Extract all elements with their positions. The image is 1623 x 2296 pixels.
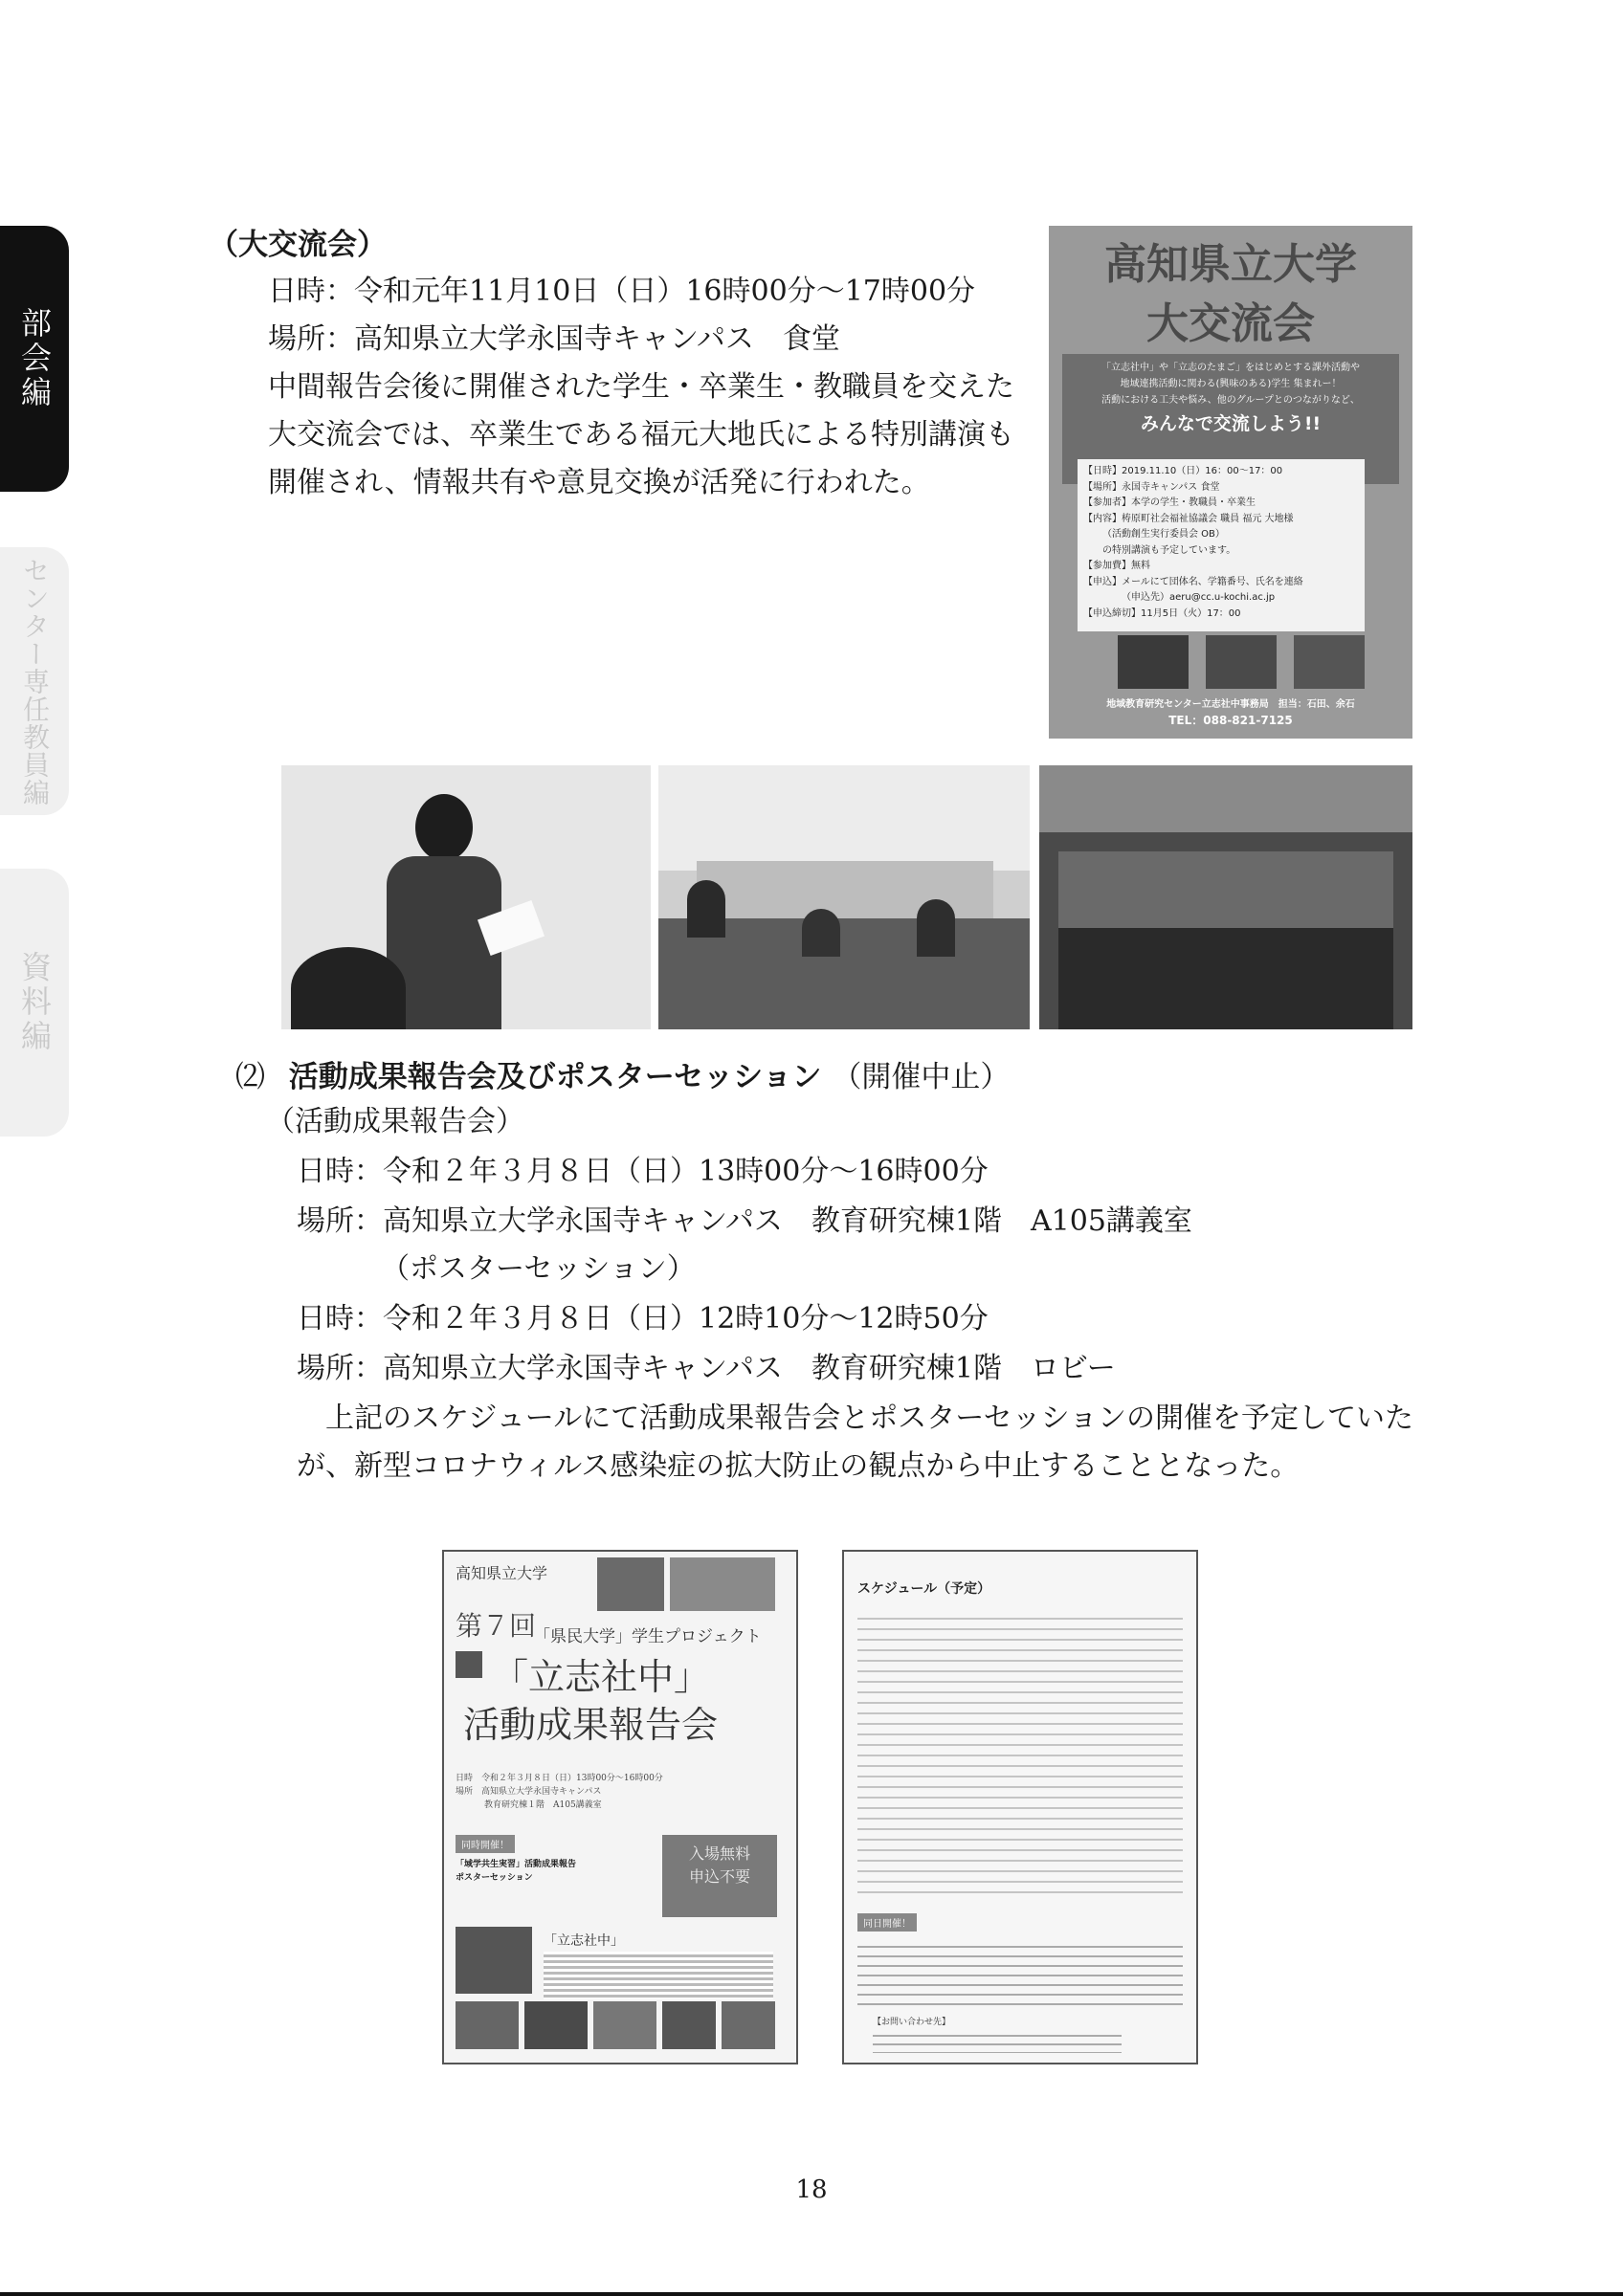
section2-line: 場所：高知県立大学永国寺キャンパス 教育研究棟1階 A105講義室 [297,1204,1192,1238]
side-tab-label: センター専任教員編 [19,556,51,806]
photo-speaker [281,765,651,1029]
side-tab-shiryo[interactable] [0,869,69,1137]
side-tab-label: 資料編 [16,951,53,1054]
poster-info [456,1772,663,1812]
flyer-detail: 【場所】永国寺キャンパス 食堂 [1083,481,1220,493]
section2-line: （活動成果報告会） [266,1105,524,1138]
poster-info-line: 教育研究棟１階 A105講義室 [484,1800,602,1810]
section1-line: 開催され、情報共有や意見交換が活発に行われた。 [268,466,930,499]
flyer-footer-line: 地域教育研究センター立志社中事務局 担当：石田、余石 [1106,699,1355,710]
poster-title1: 「立志社中」 [492,1656,711,1698]
bottom-rule [0,2292,1623,2296]
side-tab-bukai[interactable] [0,226,69,492]
poster-schedule [842,1550,1198,2064]
section2-line: 場所：高知県立大学永国寺キャンパス 教育研究棟1階 ロビー [297,1352,1116,1385]
poster-schedule-lines [857,1609,1183,1896]
poster-items [456,1858,576,1885]
poster-free-box [662,1835,777,1917]
flyer-detail: （活動創生実行委員会 OB） [1102,529,1225,540]
flyer-detail: の特別講演も予定しています。 [1102,544,1236,556]
photo-audience [658,765,1030,1029]
flyer-banner-line: 「立志社中」や「立志のたまご」をはじめとする課外活動や [1101,363,1360,373]
section1-line: 中間報告会後に開催された学生・卒業生・教職員を交えた [268,370,1014,404]
poster-right-badge: 同日開催！ [857,1913,917,1932]
section2-status: （開催中止） [832,1060,1011,1094]
section2-line: 上記のスケジュールにて活動成果報告会とポスターセッションの開催を予定していた [325,1402,1413,1435]
poster-info-line: 日時 令和２年３月８日（日）13時00分～16時00分 [456,1774,663,1783]
side-tab-center[interactable] [0,547,69,815]
section1-line: 大交流会では、卒業生である福元大地氏による特別講演も [268,418,1014,452]
section1-line: 日時：令和元年11月10日（日）16時00分～17時00分 [268,275,976,308]
page-number: 18 [795,2175,828,2204]
side-tab-label: 部会編 [16,307,53,410]
poster-edition: 第７回 [456,1610,537,1642]
poster-info-line: 場所 高知県立大学永国寺キャンパス [456,1787,602,1797]
section2-heading [235,1052,1010,1095]
flyer-detail: （申込先）aeru@cc.u-kochi.ac.jp [1122,592,1276,603]
flyer-title-line1: 高知県立大学 [1104,240,1357,289]
flyer-banner-line: 地域連携活動に関わる(興味のある)学生 集まれー！ [1120,379,1342,389]
flyer-photo [1294,635,1365,689]
section2-line: （ポスターセッション） [381,1252,696,1286]
flyer-detail: 【日時】2019.11.10（日）16：00～17：00 [1083,466,1283,476]
poster-free-line: 申込不要 [688,1867,750,1886]
poster-report-meeting [442,1550,798,2064]
section2-number: ⑵ [235,1060,265,1094]
flyer-footer-line: TEL：088-821-7125 [1168,714,1293,727]
section2-line: 日時：令和２年３月８日（日）13時00分～16時00分 [297,1155,989,1188]
section2-line: 日時：令和２年３月８日（日）12時10分～12時50分 [297,1302,989,1336]
poster-subtitle: 「県民大学」学生プロジェクト [534,1627,762,1646]
section2-title: 活動成果報告会及びポスターセッション [288,1060,822,1094]
poster-univ: 高知県立大学 [456,1564,548,1582]
poster-right-body [857,1938,1183,2009]
section1-line: 場所：高知県立大学永国寺キャンパス 食堂 [268,322,840,356]
flyer-details [1078,459,1365,631]
flyer-detail: 【申込】メールにて団体名、学籍番号、氏名を連絡 [1083,576,1303,587]
poster-free-line: 入場無料 [688,1844,750,1863]
flyer-daikoryukai [1049,226,1412,739]
flyer-detail: 【申込締切】11月5日（火）17：00 [1083,607,1241,619]
section2-line: が、新型コロナウィルス感染症の拡大防止の観点から中止することとなった。 [297,1449,1300,1483]
flyer-detail: 【参加者】本学の学生・教職員・卒業生 [1083,497,1256,508]
flyer-photo [1118,635,1189,689]
poster-title2: 活動成果報告会 [463,1704,719,1746]
poster-schedule-title: スケジュール（予定） [857,1581,991,1597]
flyer-banner-emph: みんなで交流しよう!! [1140,413,1322,434]
flyer-footer [1049,696,1412,729]
poster-item: 「域学共生実習」活動成果報告 [456,1860,577,1869]
section1-title: （大交流会） [209,228,387,262]
poster-item: ポスターセッション [456,1873,533,1883]
flyer-detail: 【参加費】無料 [1083,561,1150,571]
poster-contact: 【お問い合わせ先】 [873,2018,951,2027]
photo-group [1039,765,1412,1029]
flyer-banner-line: 活動における工夫や悩み、他のグループとのつながりなど、 [1101,395,1360,406]
flyer-title-line2: 大交流会 [1146,299,1315,348]
flyer-photo [1206,635,1277,689]
poster-badge: 同時開催！ [456,1835,515,1853]
poster-highlight: 「立志社中」 [544,1933,624,1949]
flyer-detail: 【内容】梼原町社会福祉協議会 職員 福元 大地様 [1083,513,1294,524]
